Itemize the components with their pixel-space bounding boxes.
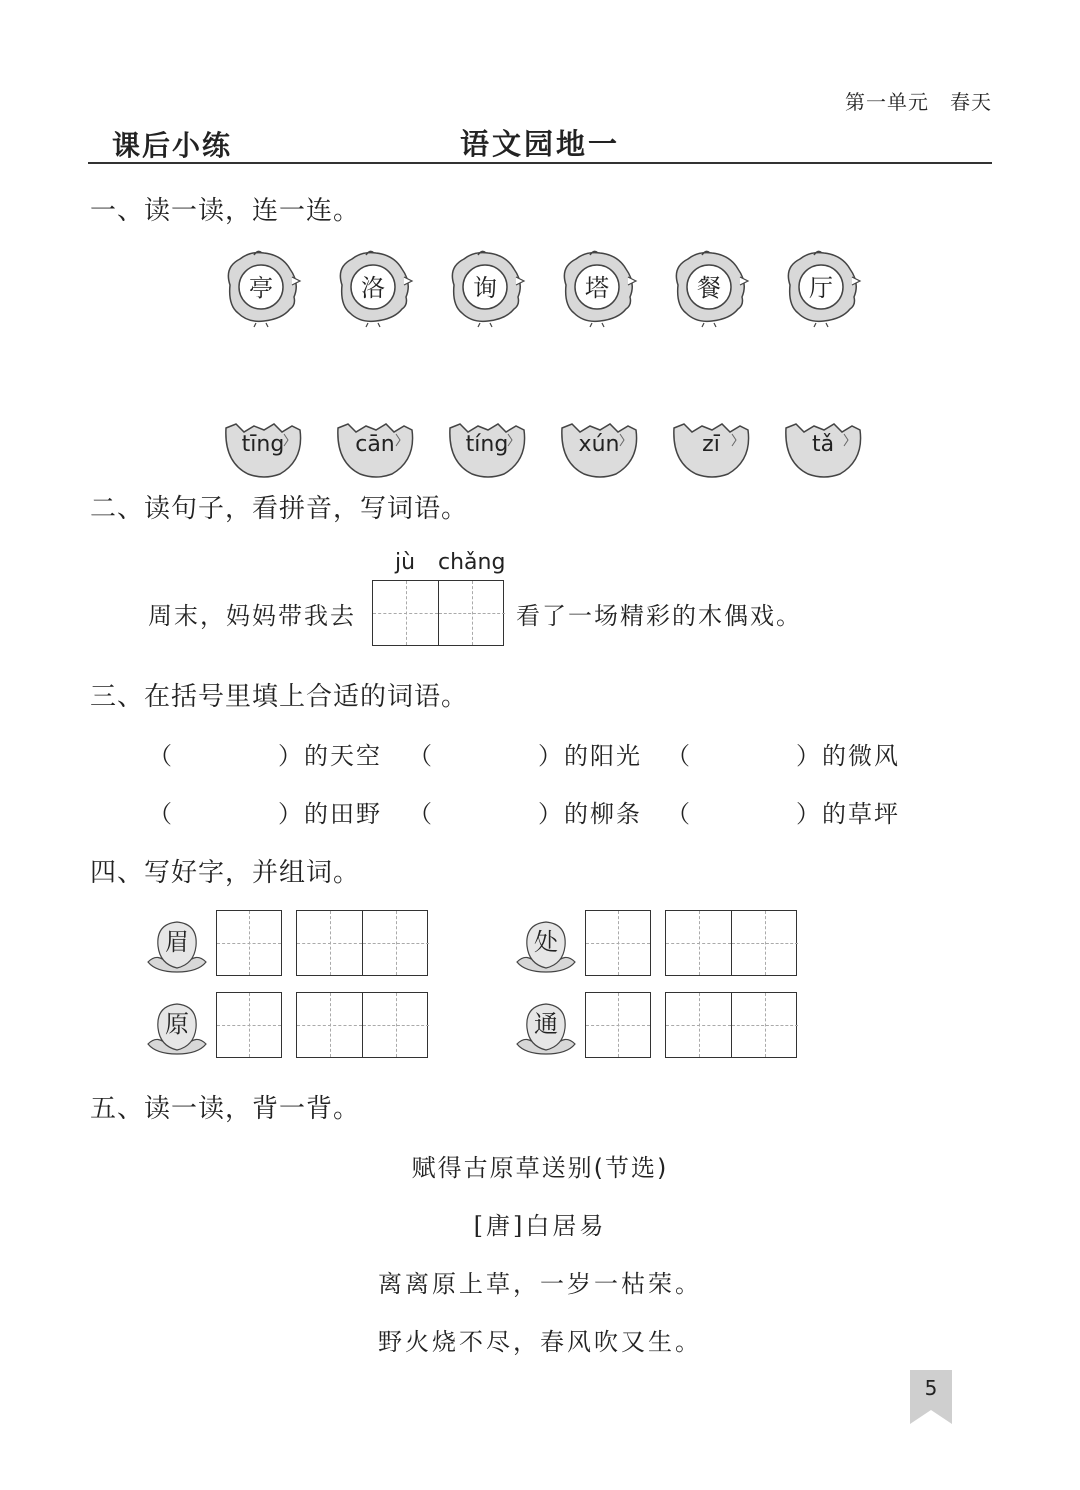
poem-line: 野火烧不尽，春风吹又生。 [378,1328,702,1356]
copy-writing-grid[interactable] [216,910,282,976]
peach-character-card [515,918,577,974]
peach-character-card [515,1000,577,1056]
fill-blank-item[interactable]: （ ）的田野 [148,800,382,828]
poem-author: [唐]白居易 [473,1212,607,1240]
writing-cell[interactable] [297,911,363,975]
section-3-title: 三、在括号里填上合适的词语。 [90,682,469,712]
eggshell-pinyin: tīng [241,432,285,457]
eggshell-pinyin: cān [355,432,395,457]
writing-cell[interactable] [217,993,281,1057]
writing-cell[interactable] [666,911,732,975]
writing-cell[interactable] [732,911,798,975]
writing-cell[interactable] [732,993,798,1057]
bird-character: 塔 [585,274,609,302]
answer-writing-grid[interactable] [372,580,504,646]
bird-character-card[interactable] [780,247,862,329]
bird-character: 询 [473,274,497,302]
writing-cell[interactable] [666,993,732,1057]
eggshell-pinyin-card[interactable] [334,420,416,480]
eggshell-pinyin: xún [578,432,620,457]
sentence-before: 周末，妈妈带我去 [148,602,356,630]
poem-title: 赋得古原草送别(节选) [411,1154,669,1182]
writing-cell[interactable] [363,911,429,975]
eggshell-pinyin-card[interactable] [222,420,304,480]
practice-character: 通 [534,1010,558,1038]
fill-blank-item[interactable]: （ ）的微风 [666,742,900,770]
bird-character: 洛 [361,274,385,302]
peach-character-card [146,1000,208,1056]
bird-character-card[interactable] [332,247,414,329]
eggshell-pinyin: zī [702,432,720,457]
writing-cell[interactable] [373,581,439,645]
bird-character-card[interactable] [220,247,302,329]
word-writing-grid[interactable] [665,992,797,1058]
header-left-title: 课后小练 [112,129,233,162]
writing-cell[interactable] [586,993,650,1057]
bird-character: 亭 [249,274,273,302]
fill-blank-item[interactable]: （ ）的天空 [148,742,382,770]
fill-blank-item[interactable]: （ ）的柳条 [408,800,642,828]
writing-cell[interactable] [363,993,429,1057]
practice-character: 眉 [165,928,189,956]
eggshell-pinyin: tǎ [811,432,835,457]
pinyin-chang: chǎng [438,550,506,575]
word-writing-grid[interactable] [665,910,797,976]
bird-character-card[interactable] [668,247,750,329]
practice-character: 处 [534,928,558,956]
section-1-title: 一、读一读，连一连。 [90,196,361,226]
writing-cell[interactable] [439,581,505,645]
bird-character-card[interactable] [444,247,526,329]
practice-character: 原 [165,1010,189,1038]
header-divider [88,162,992,164]
unit-label: 第一单元 春天 [845,90,992,114]
copy-writing-grid[interactable] [216,992,282,1058]
section-5-title: 五、读一读，背一背。 [90,1094,361,1124]
writing-cell[interactable] [297,993,363,1057]
bird-character-card[interactable] [556,247,638,329]
section-2-title: 二、读句子，看拼音，写词语。 [90,494,469,524]
word-writing-grid[interactable] [296,910,428,976]
section-4-title: 四、写好字，并组词。 [90,858,361,888]
poem-line: 离离原上草，一岁一枯荣。 [378,1270,702,1298]
eggshell-pinyin-card[interactable] [558,420,640,480]
peach-character-card [146,918,208,974]
page-title: 语文园地一 [459,127,620,161]
bird-character: 餐 [697,274,721,302]
word-writing-grid[interactable] [296,992,428,1058]
eggshell-pinyin-card[interactable] [670,420,752,480]
eggshell-pinyin-card[interactable] [446,420,528,480]
writing-cell[interactable] [217,911,281,975]
eggshell-pinyin: tíng [465,432,509,457]
eggshell-pinyin-card[interactable] [782,420,864,480]
fill-blank-item[interactable]: （ ）的草坪 [666,800,900,828]
sentence-after: 看了一场精彩的木偶戏。 [516,602,802,630]
copy-writing-grid[interactable] [585,910,651,976]
fill-blank-item[interactable]: （ ）的阳光 [408,742,642,770]
writing-cell[interactable] [586,911,650,975]
copy-writing-grid[interactable] [585,992,651,1058]
pinyin-ju: jù [394,550,416,575]
bird-character: 厅 [809,274,833,302]
page-number: 5 [924,1376,938,1400]
